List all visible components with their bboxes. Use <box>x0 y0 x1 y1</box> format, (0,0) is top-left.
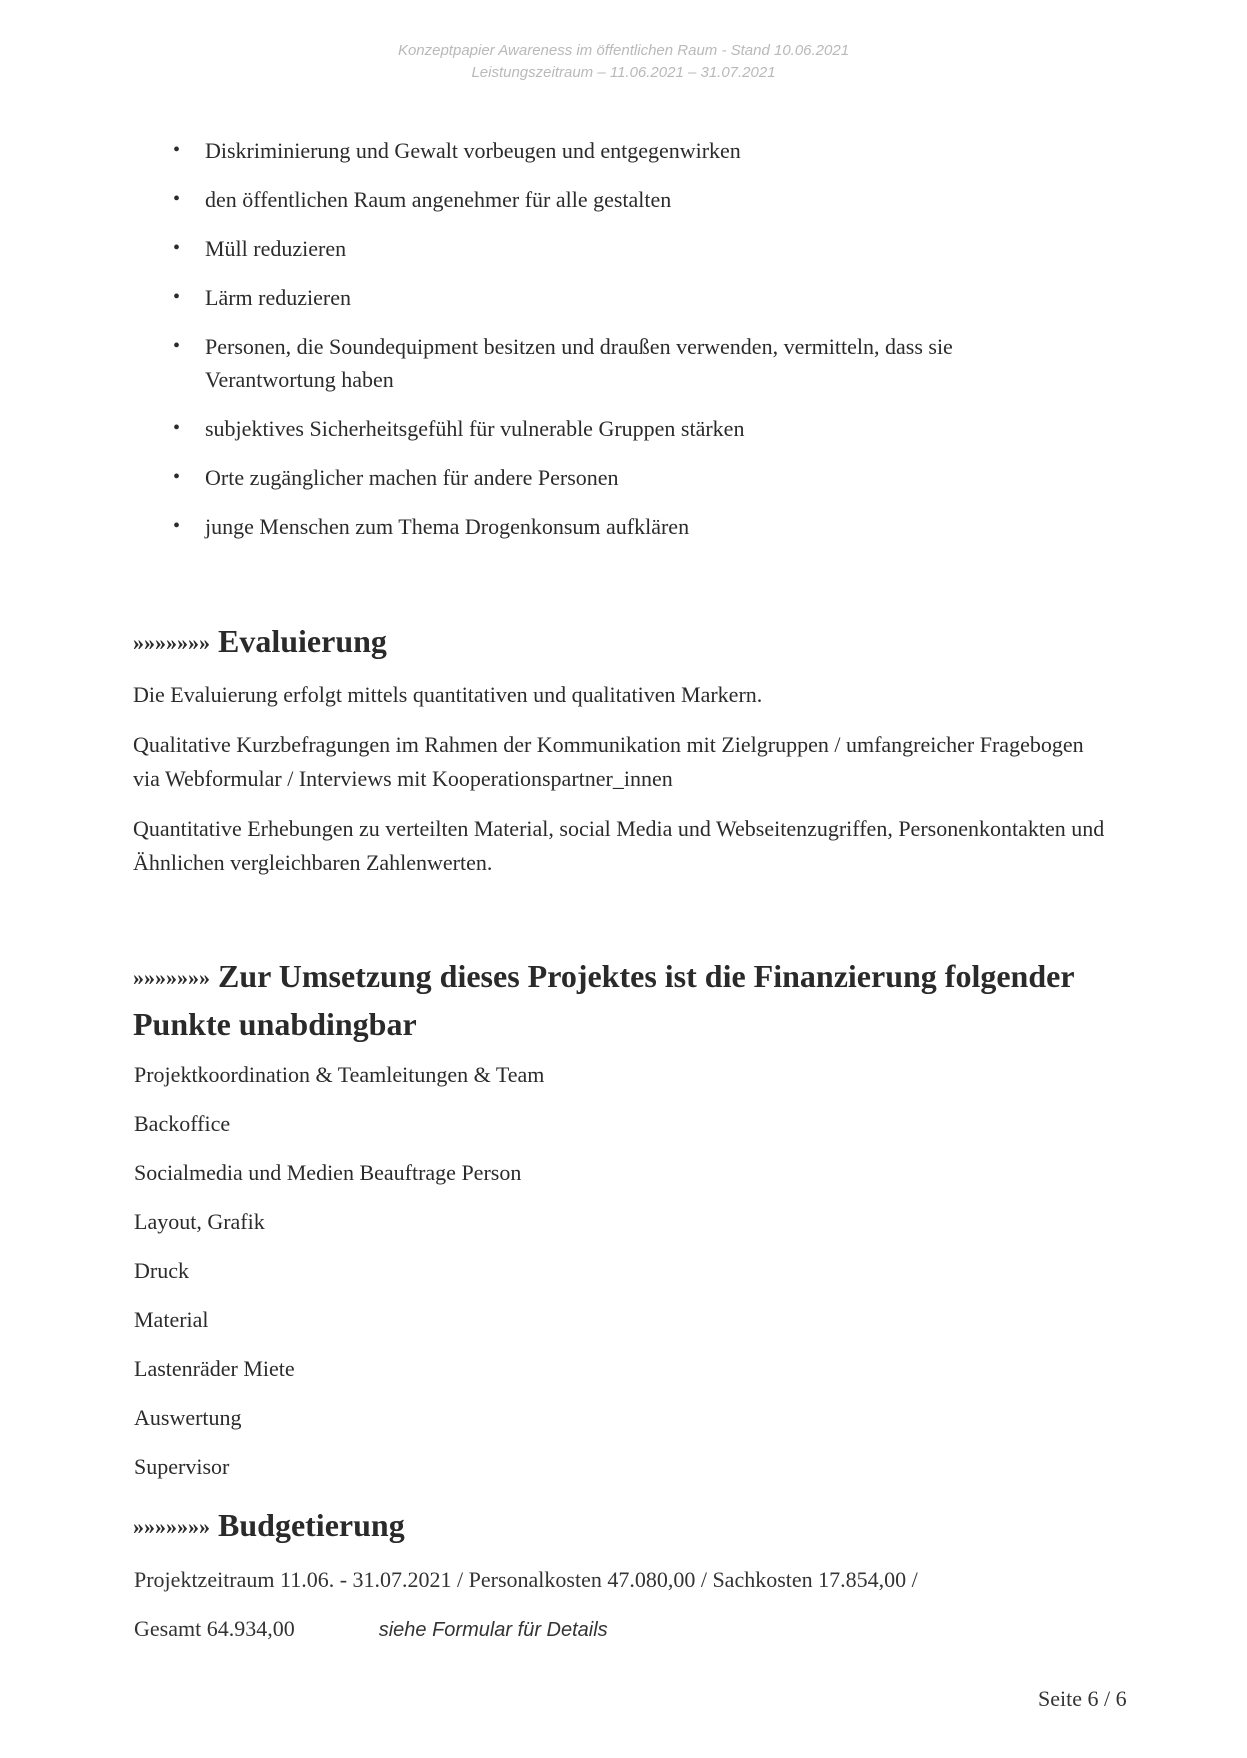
goal-item <box>173 461 1073 494</box>
evaluation-paragraph-3: Quantitative Erhebungen zu verteilten Material, social Media und Webseitenzugriffen, Personenkontakten und Ähnlichen vergleichbaren Zahlenwerten. <box>133 816 1105 875</box>
goal-item <box>173 281 1073 314</box>
bullet-icon: • <box>173 466 181 488</box>
heading-marker: »»»»»»» <box>133 630 210 655</box>
goals-list <box>173 134 1073 559</box>
goal-text: Personen, die Soundequipment besitzen und draußen verwenden, vermitteln, dass sie Verantwortung haben <box>205 334 953 392</box>
goal-text: Orte zugänglicher machen für andere Personen <box>205 465 619 490</box>
budget-heading <box>133 1502 405 1550</box>
evaluation-paragraph-2: Qualitative Kurzbefragungen im Rahmen der Kommunikation mit Zielgruppen / umfangreicher Fragebogen via Webformular / Interviews mit Kooperationspartner_innen <box>133 732 1084 791</box>
budget-note: siehe Formular für Details <box>378 1619 608 1641</box>
bullet-icon: • <box>173 188 181 210</box>
evaluation-heading <box>133 618 387 666</box>
budget-summary: Projektzeitraum 11.06. - 31.07.2021 / Personalkosten 47.080,00 / Sachkosten 17.854,00 / <box>134 1567 918 1592</box>
bullet-icon: • <box>173 515 181 537</box>
financing-item: Supervisor <box>134 1454 230 1479</box>
bullet-icon: • <box>173 286 181 308</box>
bullet-icon: • <box>173 417 181 439</box>
goal-text: Diskriminierung und Gewalt vorbeugen und entgegenwirken <box>205 138 741 163</box>
goal-item <box>173 330 1073 396</box>
goal-item <box>173 510 1073 543</box>
financing-items-list <box>134 1058 544 1499</box>
page-number: Seite 6 / 6 <box>1038 1686 1127 1711</box>
evaluation-paragraph-1: Die Evaluierung erfolgt mittels quantitativen und qualitativen Markern. <box>133 682 763 707</box>
bullet-icon: • <box>173 139 181 161</box>
financing-title: Zur Umsetzung dieses Projektes ist die Finanzierung folgender Punkte unabdingbar <box>133 958 1074 1042</box>
financing-item: Druck <box>134 1258 189 1283</box>
budget-total: Gesamt 64.934,00 <box>134 1616 295 1641</box>
evaluation-title: Evaluierung <box>218 623 387 659</box>
header-title: Konzeptpapier Awareness im öffentlichen Raum - Stand 10.06.2021 <box>397 42 850 59</box>
goal-item <box>173 134 1073 167</box>
budget-total-row <box>134 1612 608 1647</box>
goal-text: Lärm reduzieren <box>205 285 351 310</box>
page-header <box>0 40 1247 84</box>
goal-item <box>173 232 1073 265</box>
goal-text: den öffentlichen Raum angenehmer für alle gestalten <box>205 187 672 212</box>
heading-marker: »»»»»»» <box>133 965 210 990</box>
goal-item <box>173 183 1073 216</box>
financing-item: Lastenräder Miete <box>134 1356 295 1381</box>
budget-title: Budgetierung <box>218 1507 405 1543</box>
financing-item: Auswertung <box>134 1405 242 1430</box>
goal-text: junge Menschen zum Thema Drogenkonsum aufklären <box>205 514 690 539</box>
goal-item <box>173 412 1073 445</box>
goal-text: subjektives Sicherheitsgefühl für vulnerable Gruppen stärken <box>205 416 745 441</box>
header-period: Leistungszeitraum – 11.06.2021 – 31.07.2021 <box>471 64 776 81</box>
bullet-icon: • <box>173 335 181 357</box>
financing-item: Layout, Grafik <box>134 1209 265 1234</box>
bullet-icon: • <box>173 237 181 259</box>
financing-item: Projektkoordination & Teamleitungen & Team <box>134 1062 545 1087</box>
financing-item: Material <box>134 1307 209 1332</box>
heading-marker: »»»»»»» <box>133 1514 210 1539</box>
goal-text: Müll reduzieren <box>205 236 347 261</box>
financing-heading <box>133 953 1093 1047</box>
financing-item: Socialmedia und Medien Beauftrage Person <box>134 1160 522 1185</box>
financing-item: Backoffice <box>134 1111 231 1136</box>
